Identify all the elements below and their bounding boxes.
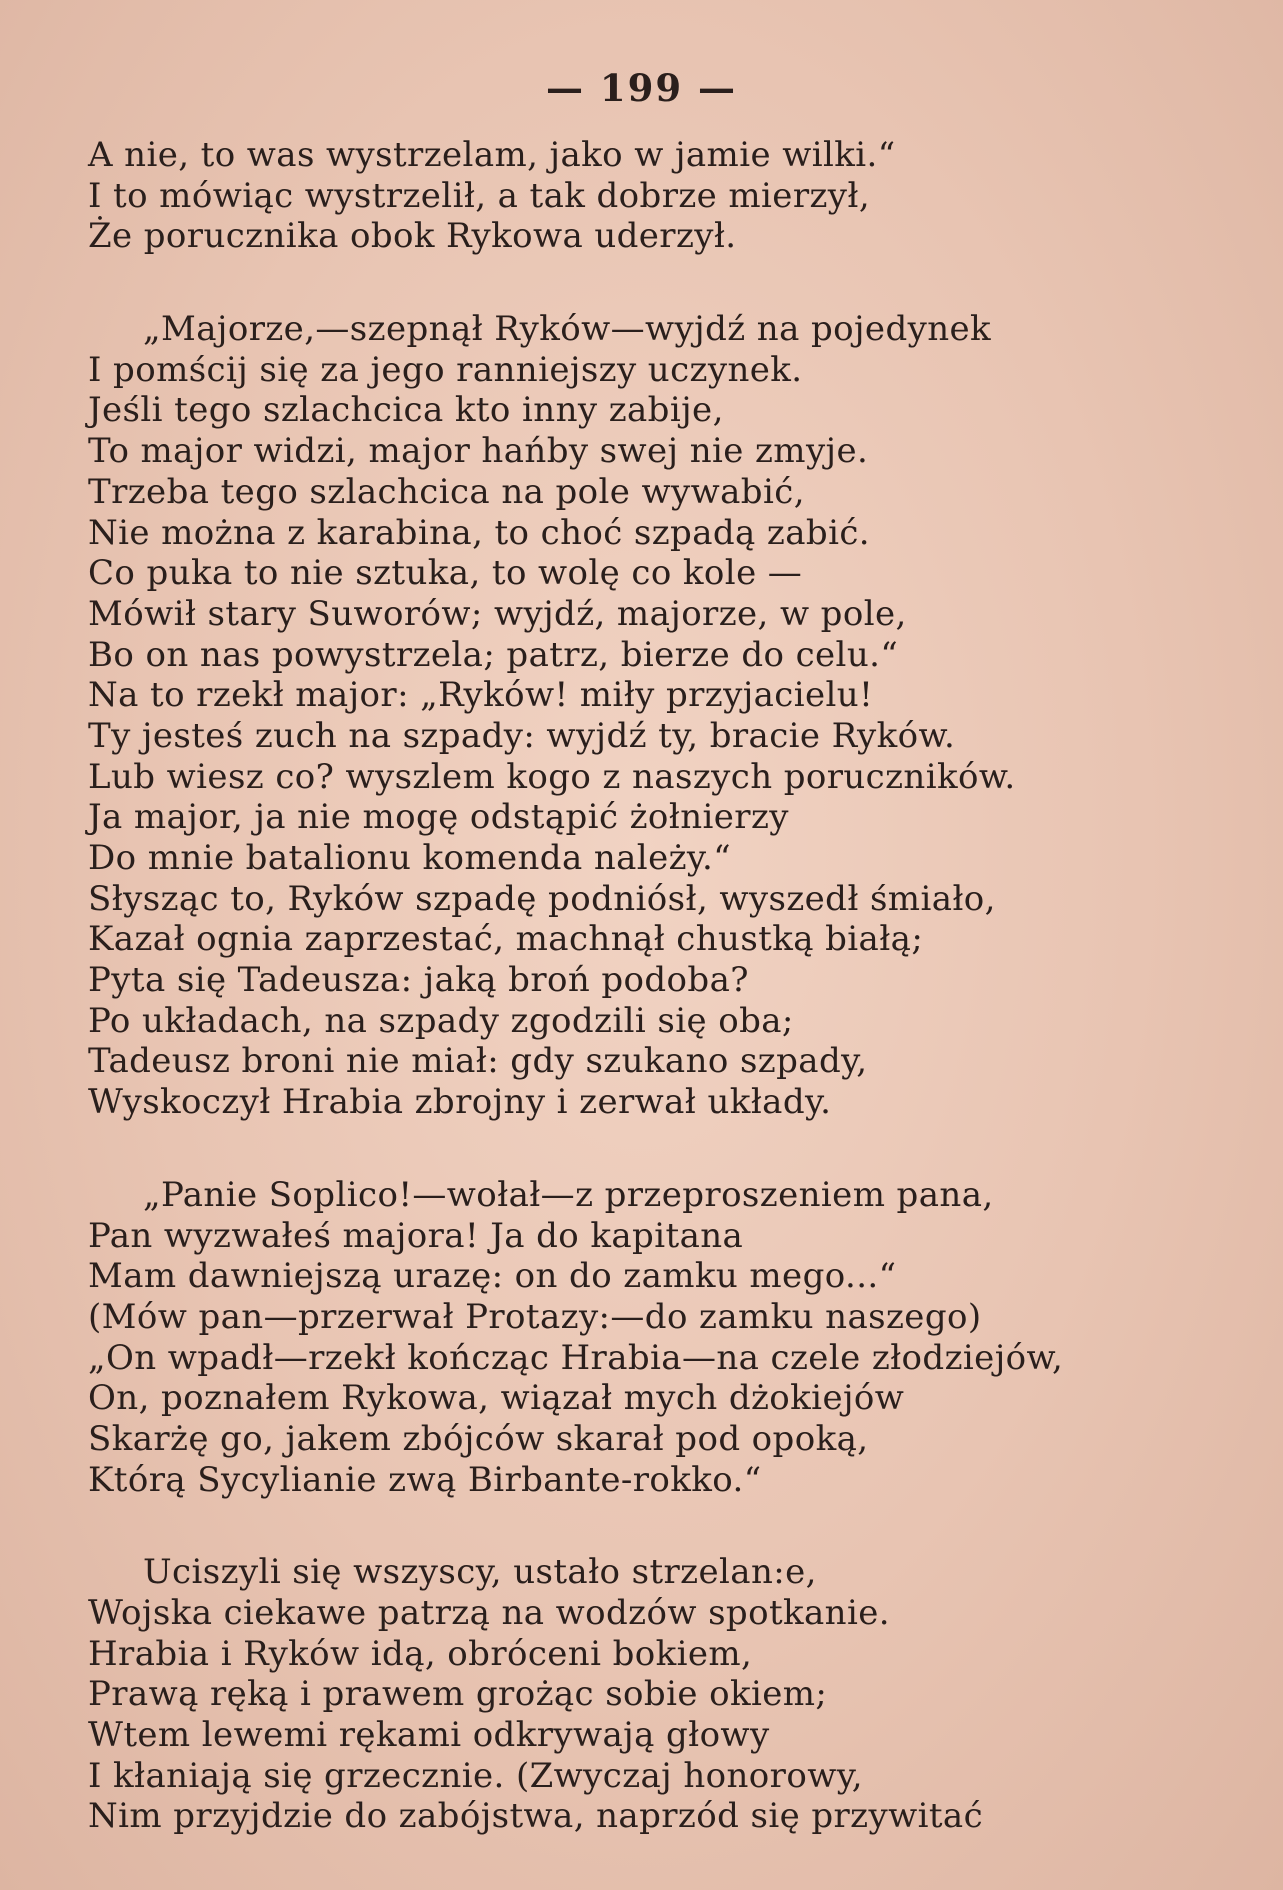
page-number: — 199 — xyxy=(546,66,737,110)
stanza-1 xyxy=(88,135,1238,257)
verse-line: Skarżę go, jakem zbójców skarał pod opoką, xyxy=(88,1418,869,1459)
verse-line: Pyta się Tadeusza: jaką broń podoba? xyxy=(88,960,749,1001)
stanza-gap xyxy=(88,1500,1238,1552)
verse-line: Pan wyzwałeś majora! Ja do kapitana xyxy=(88,1215,744,1256)
verse-line: To major widzi, major hańby swej nie zmyje. xyxy=(88,431,869,472)
verse-line: Jeśli tego szlachcica kto inny zabije, xyxy=(88,390,724,431)
stanza-gap xyxy=(88,1123,1238,1175)
verse-line: I pomścij się za jego ranniejszy uczynek. xyxy=(88,349,803,390)
verse-line: Tadeusz broni nie miał: gdy szukano szpady, xyxy=(88,1041,868,1082)
verse-line: Ja major, ja nie mogę odstąpić żołnierzy xyxy=(88,797,789,838)
verse-line: Mam dawniejszą urazę: on do zamku mego...“ xyxy=(88,1256,897,1297)
verse-line: I kłaniają się grzecznie. (Zwyczaj honorowy, xyxy=(88,1755,863,1796)
verse-line: Wojska ciekawe patrzą na wodzów spotkanie. xyxy=(88,1593,890,1633)
verse-line: A nie, to was wystrzelam, jako w jamie wilki.“ xyxy=(88,135,896,175)
verse-line: Hrabia i Ryków idą, obróceni bokiem, xyxy=(88,1633,753,1674)
verse-line: (Mów pan—przerwał Protazy:—do zamku naszego) xyxy=(88,1296,982,1337)
stanza-3 xyxy=(88,1175,1238,1501)
verse-line: Bo on nas powystrzela; patrz, bierze do celu.“ xyxy=(88,634,899,675)
stanza-4 xyxy=(88,1552,1238,1837)
verse-line: „Panie Soplico!—wołał—z przeproszeniem pana, xyxy=(143,1174,994,1215)
verse-line: Uciszyli się wszyscy, ustało strzelan:e, xyxy=(143,1552,817,1593)
verse-line: Mówił stary Suworów; wyjdź, majorze, w pole, xyxy=(88,593,907,634)
verse-line: Wyskoczył Hrabia zbrojny i zerwał układy. xyxy=(88,1082,832,1123)
verse-line: Słysząc to, Ryków szpadę podniósł, wyszedł śmiało, xyxy=(88,878,996,919)
stanza-gap xyxy=(88,257,1238,309)
verse-line: Kazał ognia zaprzestać, machnął chustką białą; xyxy=(88,919,924,960)
verse-line: Na to rzekł major: „Ryków! miły przyjacielu! xyxy=(88,675,874,716)
verse-line: Ty jesteś zuch na szpady: wyjdź ty, bracie Ryków. xyxy=(88,715,956,756)
verse-line: On, poznałem Rykowa, wiązał mych dżokiejów xyxy=(88,1378,905,1419)
poem-text xyxy=(88,135,1238,1837)
stanza-2 xyxy=(88,309,1238,1123)
verse-line: Po układach, na szpady zgodzili się oba; xyxy=(88,1000,794,1041)
verse-line: Wtem lewemi rękami odkrywają głowy xyxy=(88,1715,770,1756)
verse-line: Nie można z karabina, to choć szpadą zabić. xyxy=(88,512,871,553)
verse-line: Co puka to nie sztuka, to wolę co kole — xyxy=(88,553,803,594)
verse-line: Trzeba tego szlachcica na pole wywabić, xyxy=(88,471,805,512)
verse-line: Lub wiesz co? wyszlem kogo z naszych poruczników. xyxy=(88,756,1016,797)
verse-line: „On wpadł—rzekł kończąc Hrabia—na czele złodziejów, xyxy=(88,1337,1064,1378)
verse-line: Którą Sycylianie zwą Birbante-rokko.“ xyxy=(88,1459,762,1500)
verse-line: Do mnie batalionu komenda należy.“ xyxy=(88,838,731,878)
verse-line: Nim przyjdzie do zabójstwa, naprzód się przywitać xyxy=(88,1796,984,1837)
verse-line: „Majorze,—szepnął Ryków—wyjdź na pojedynek xyxy=(143,309,992,350)
verse-line: Prawą ręką i prawem grożąc sobie okiem; xyxy=(88,1674,828,1715)
verse-line: I to mówiąc wystrzelił, a tak dobrze mierzył, xyxy=(88,175,871,216)
verse-line: Że porucznika obok Rykowa uderzył. xyxy=(88,216,737,257)
